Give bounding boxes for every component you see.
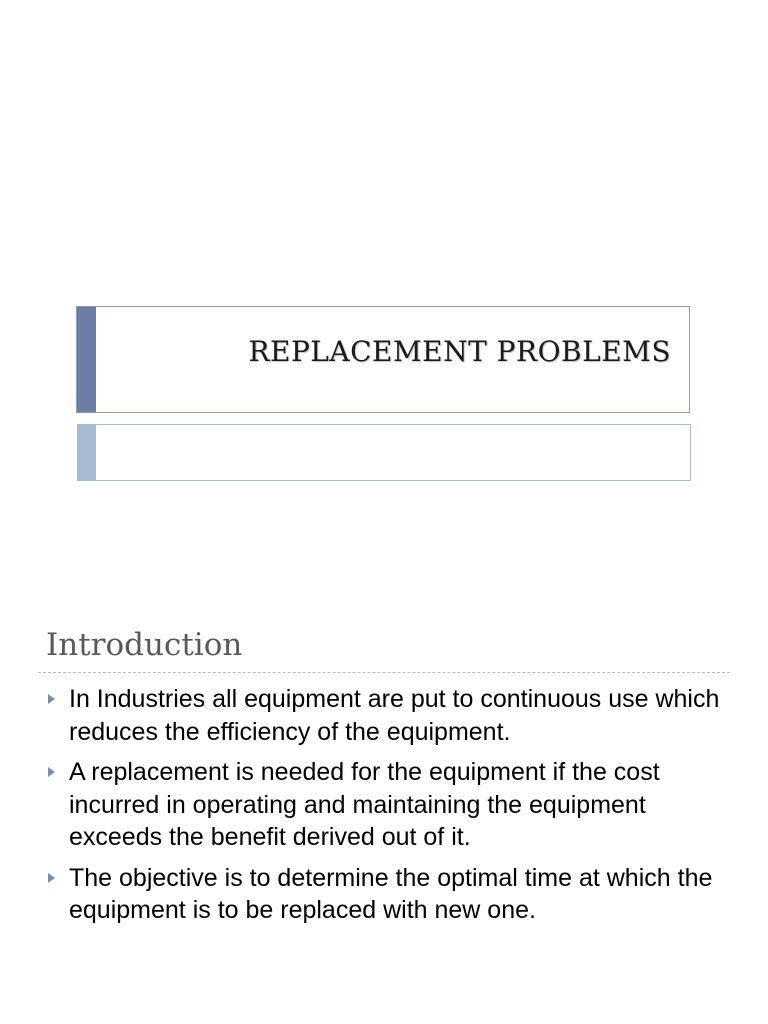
section-heading: Introduction <box>46 627 243 663</box>
bullet-item <box>46 862 736 927</box>
subtitle-placeholder <box>77 424 691 481</box>
bullet-list <box>46 683 736 935</box>
bullet-item <box>46 683 736 748</box>
triangle-right-icon <box>48 767 55 777</box>
bullet-text: In Industries all equipment are put to continuous use which reduces the efficiency of the equipment. <box>69 685 720 746</box>
title-placeholder <box>76 306 690 413</box>
bullet-text: A replacement is needed for the equipment if the cost incurred in operating and maintaining the equipment exceeds the benefit derived out of it. <box>69 758 660 851</box>
triangle-right-icon <box>48 694 55 704</box>
bullet-text: The objective is to determine the optimal time at which the equipment is to be replaced with new one. <box>69 863 713 924</box>
heading-divider <box>38 672 730 673</box>
slide-title: REPLACEMENT PROBLEMS <box>248 335 671 368</box>
triangle-right-icon <box>48 873 55 883</box>
bullet-item <box>46 756 736 854</box>
subtitle-accent-bar <box>78 425 96 480</box>
title-accent-bar <box>77 307 96 412</box>
